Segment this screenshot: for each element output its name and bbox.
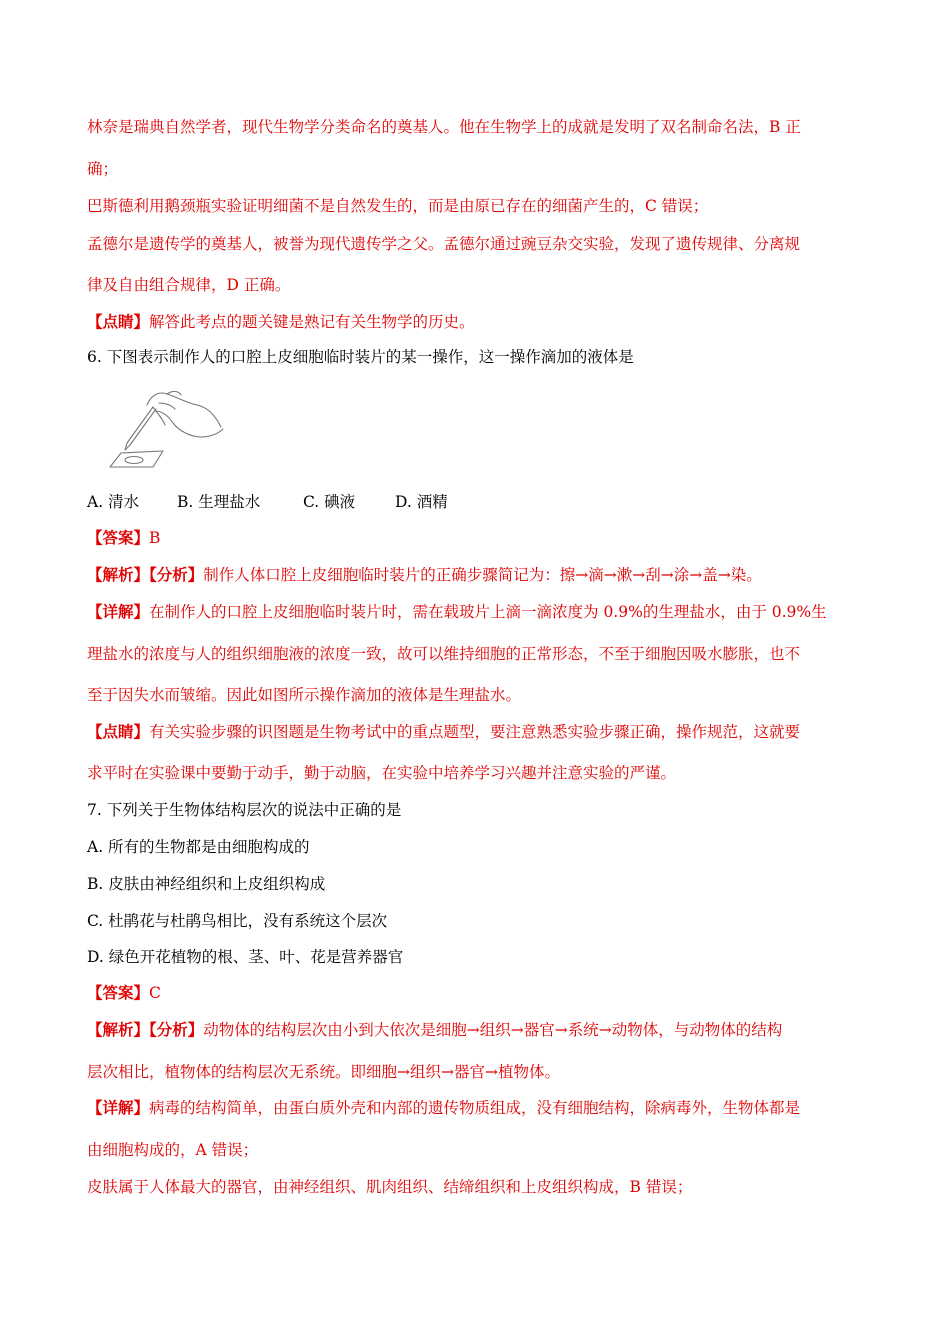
answer-tag: 【答案】 [87, 983, 150, 1002]
question-6-stem: 6. 下图表示制作人的口腔上皮细胞临时装片的某一操作，这一操作滴加的液体是 [87, 348, 634, 366]
option-a: A. 清水 [87, 493, 140, 511]
answer-value: C [149, 984, 161, 1002]
option-a: A. 所有的生物都是由细胞构成的 [87, 838, 310, 856]
option-b: B. 生理盐水 [177, 493, 261, 511]
answer-line [87, 982, 161, 1004]
text-line: 确； [87, 160, 119, 178]
option-b: B. 皮肤由神经组织和上皮组织构成 [87, 875, 326, 893]
text-line: 层次相比，植物体的结构层次无系统。即细胞→组织→器官→植物体。 [87, 1063, 560, 1081]
analysis-line [87, 1019, 782, 1041]
detail-line [87, 1097, 800, 1119]
answer-value: B [149, 529, 161, 547]
detail-line [87, 601, 827, 623]
option-d: D. 绿色开花植物的根、茎、叶、花是营养器官 [87, 948, 404, 966]
tip-tag: 【点睛】 [87, 312, 150, 331]
text-line: 林奈是瑞典自然学者，现代生物学分类命名的奠基人。他在生物学上的成就是发明了双名制命名法，B 正 [87, 118, 801, 136]
tip-tag: 【点睛】 [87, 722, 150, 741]
text-line: 皮肤属于人体最大的器官，由神经组织、肌肉组织、结缔组织和上皮组织构成，B 错误； [87, 1178, 693, 1196]
option-c: C. 杜鹃花与杜鹃鸟相比，没有系统这个层次 [87, 912, 388, 930]
detail-text: 病毒的结构简单，由蛋白质外壳和内部的遗传物质组成，没有细胞结构，除病毒外，生物体都是 [149, 1099, 801, 1117]
question-7-stem: 7. 下列关于生物体结构层次的说法中正确的是 [87, 801, 402, 819]
text-line: 巴斯德利用鹅颈瓶实验证明细菌不是自然发生的，而是由原已存在的细菌产生的，C 错误； [87, 197, 709, 215]
text-line: 律及自由组合规律，D 正确。 [87, 276, 291, 294]
tip-line [87, 721, 800, 743]
question-6-options [87, 491, 448, 513]
tip-text: 解答此考点的题关键是熟记有关生物学的历史。 [149, 313, 475, 331]
analysis-text: 制作人体口腔上皮细胞临时装片的正确步骤简记为：擦→滴→漱→刮→涂→盖→染。 [203, 566, 762, 584]
analysis-text: 动物体的结构层次由小到大依次是细胞→组织→器官→系统→动物体，与动物体的结构 [203, 1021, 783, 1039]
detail-tag: 【详解】 [87, 1098, 150, 1117]
option-c: C. 碘液 [303, 493, 356, 511]
text-line: 理盐水的浓度与人的组织细胞液的浓度一致，故可以维持细胞的正常形态，不至于细胞因吸水膨胀，也不 [87, 645, 801, 663]
text-line: 孟德尔是遗传学的奠基人，被誉为现代遗传学之父。孟德尔通过豌豆杂交实验，发现了遗传规律、分离规 [87, 235, 801, 253]
detail-text: 在制作人的口腔上皮细胞临时装片时，需在载玻片上滴一滴浓度为 0.9%的生理盐水，由于 0.9%生 [149, 603, 827, 621]
detail-tag: 【详解】 [87, 602, 150, 621]
option-d: D. 酒精 [395, 493, 448, 511]
answer-tag: 【答案】 [87, 528, 150, 547]
text-line: 求平时在实验课中要勤于动手，勤于动脑，在实验中培养学习兴趣并注意实验的严谨。 [87, 764, 677, 782]
text-line: 由细胞构成的，A 错误； [87, 1141, 259, 1159]
text-line: 至于因失水而皱缩。因此如图所示操作滴加的液体是生理盐水。 [87, 686, 522, 704]
tip-text: 有关实验步骤的识图题是生物考试中的重点题型，要注意熟悉实验步骤正确，操作规范，这就要 [149, 723, 801, 741]
answer-line [87, 527, 160, 549]
tip-line [87, 311, 475, 333]
dropper-hand-illustration [107, 385, 232, 480]
analysis-tag: 【解析】【分析】 [87, 565, 204, 584]
analysis-tag: 【解析】【分析】 [87, 1020, 204, 1039]
analysis-line [87, 564, 762, 586]
